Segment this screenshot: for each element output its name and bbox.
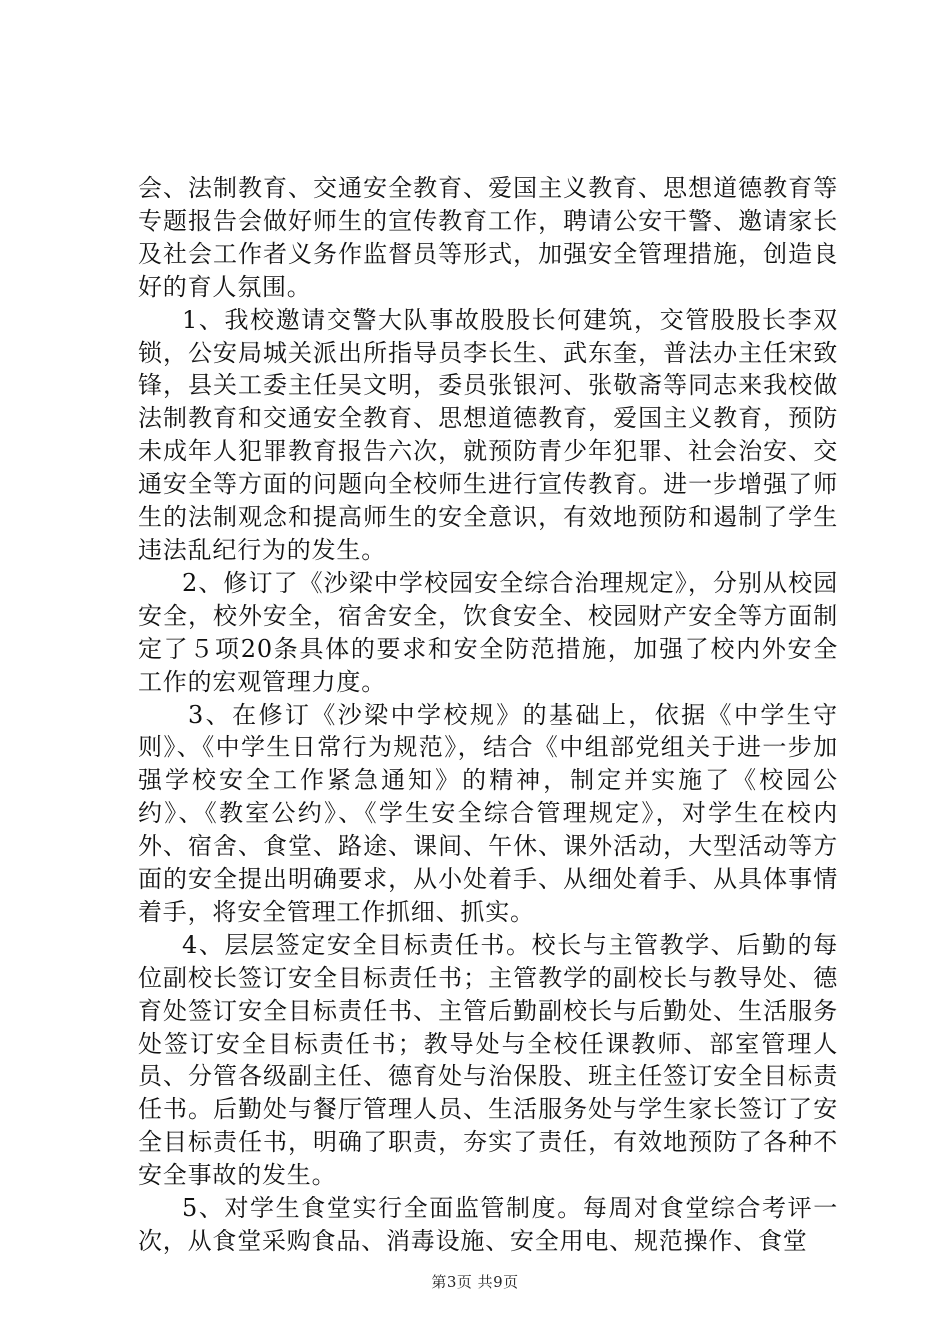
page-number-footer: 第3页 共9页 <box>431 1273 519 1291</box>
paragraph-item-5: 5、对学生食堂实行全面监管制度。每周对食堂综合考评一次，从食堂采购食品、消毒设施、安全用电、规范操作、食堂 <box>138 1194 838 1255</box>
document-body <box>138 172 838 1258</box>
paragraph-item-1: 1、我校邀请交警大队事故股股长何建筑，交管股股长李双锁，公安局城关派出所指导员李长生、武东奎，普法办主任宋致锋，县关工委主任吴文明，委员张银河、张敬斋等同志来我校做法制教育和交通安全教育、思想道德教育，爱国主义教育，预防未成年人犯罪教育报告六次，就预防青少年犯罪、社会治安、交通安全等方面的问题向全校师生进行宣传教育。进一步增强了师生的法制观念和提高师生的安全意识，有效地预防和遏制了学生违法乱纪行为的发生。 <box>138 305 838 564</box>
paragraph-item-3: 3、在修订《沙梁中学校规》的基础上，依据《中学生守则》、《中学生日常行为规范》，结合《中组部党组关于进一步加强学校安全工作紧急通知》的精神，制定并实施了《校园公约》、《教室公约》、《学生安全综合管理规定》，对学生在校内外、宿舍、食堂、路途、课间、午休、课外活动，大型活动等方面的安全提出明确要求，从小处着手、从细处着手、从具体事情着手，将安全管理工作抓细、抓实。 <box>138 700 838 926</box>
paragraph-continuation: 会、法制教育、交通安全教育、爱国主义教育、思想道德教育等专题报告会做好师生的宣传教育工作，聘请公安干警、邀请家长及社会工作者义务作监督员等形式，加强安全管理措施，创造良好的育人氛围。 <box>138 174 838 301</box>
paragraph-item-4: 4、层层签定安全目标责任书。校长与主管教学、后勤的每位副校长签订安全目标责任书；主管教学的副校长与教导处、德育处签订安全目标责任书、主管后勤副校长与后勤处、生活服务处签订安全目标责任书；教导处与全校任课教师、部室管理人员、分管各级副主任、德育处与治保股、班主任签订安全目标责任书。后勤处与餐厅管理人员、生活服务处与学生家长签订了安全目标责任书，明确了职责，夯实了责任，有效地预防了各种不安全事故的发生。 <box>138 930 838 1190</box>
paragraph-item-2: 2、修订了《沙梁中学校园安全综合治理规定》，分别从校园安全，校外安全，宿舍安全，饮食安全、校园财产安全等方面制定了５项20条具体的要求和安全防范措施，加强了校内外安全工作的宏观管理力度。 <box>138 568 838 696</box>
